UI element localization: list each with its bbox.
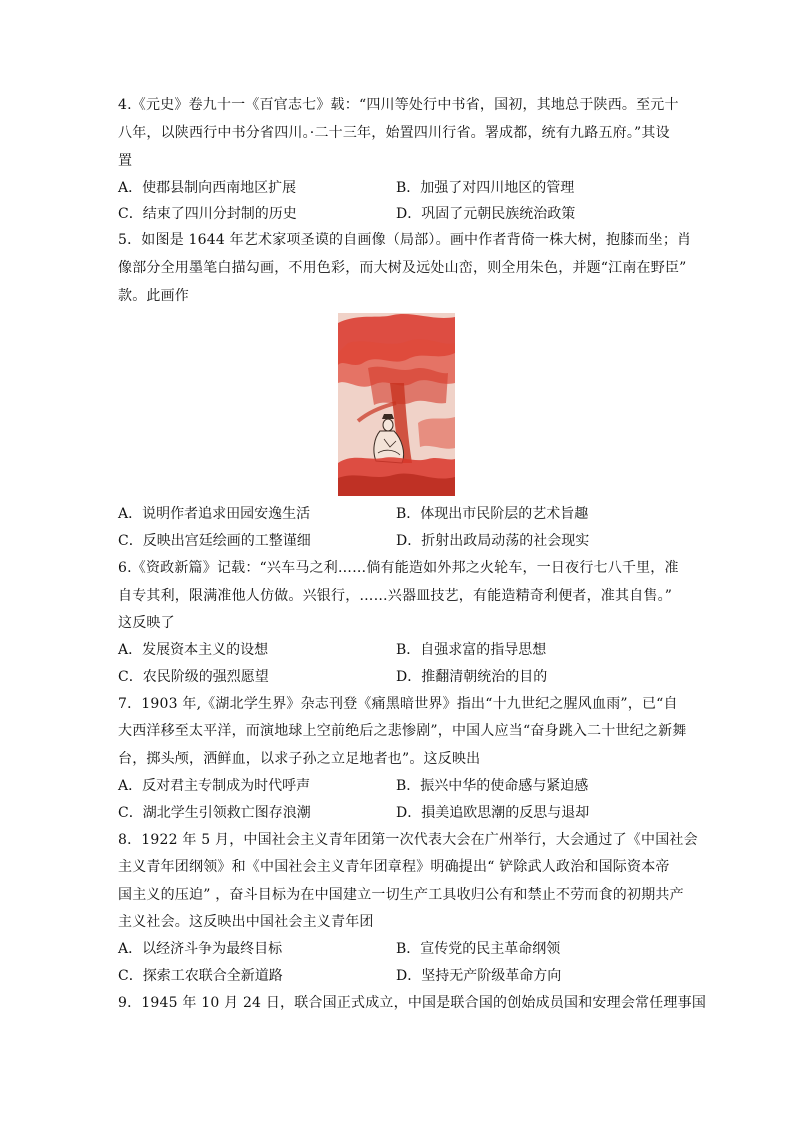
q8-option-c[interactable]: C．探索工农联合全新道路 (118, 968, 283, 984)
q7-stem-line-2: 大西洋移至太平洋，而演地球上空前绝后之悲惨剧”，中国人应当“奋身跳入二十世纪之新舞 (118, 723, 687, 739)
q5-option-b[interactable]: B．体现出市民阶层的艺术旨趣 (396, 506, 589, 522)
q4-option-b[interactable]: B．加强了对四川地区的管理 (396, 180, 575, 196)
q8-stem-line-3: 国主义的压迫” ，奋斗目标为在中国建立一切生产工具收归公有和禁止不劳而食的初期共产 (118, 887, 684, 903)
q6-stem-line-1: 6.《资政新篇》记载：“兴车马之利……倘有能造如外邦之火轮车，一日夜行七八千里，准 (118, 560, 679, 576)
q8-option-a[interactable]: A．以经济斗争为最终目标 (118, 941, 283, 957)
q7-option-a[interactable]: A．反对君主专制成为时代呼声 (118, 778, 311, 794)
q5-stem-line-1: 5．如图是 1644 年艺术家项圣谟的自画像（局部）。画中作者背倚一株大树，抱膝而坐；肖 (118, 232, 692, 248)
q7-option-c[interactable]: C．湖北学生引领救亡图存浪潮 (118, 805, 311, 821)
q5-option-c[interactable]: C．反映出宫廷绘画的工整谨细 (118, 533, 311, 549)
q8-option-b[interactable]: B．宣传党的民主革命纲领 (396, 941, 561, 957)
q7-stem-line-1: 7．1903 年,《湖北学生界》杂志刊登《痛黑暗世界》指出“十九世纪之腥风血雨”，已“自 (118, 696, 678, 712)
q8-stem-line-2: 主义青年团纲领》和《中国社会主义青年团章程》明确提出“ 铲除武人政治和国际资本帝 (118, 859, 670, 875)
q8-stem-line-4: 主义社会。这反映出中国社会主义青年团 (118, 914, 374, 930)
q4-stem-line-3: 置 (118, 153, 133, 169)
q4-stem-line-1: 4.《元史》卷九十一《百官志七》载：“四川等处行中书省，国初，其地总于陕西。至元十 (118, 97, 679, 113)
q5-option-a[interactable]: A．说明作者追求田园安逸生活 (118, 506, 311, 522)
q7-option-b[interactable]: B．振兴中华的使命感与紧迫感 (396, 778, 589, 794)
q4-option-d[interactable]: D．巩固了元朝民族统治政策 (396, 206, 576, 222)
q4-stem-line-2: 八年，以陕西行中书分省四川。·二十三年，始置四川行省。署成都，统有九路五府。”其设 (118, 125, 670, 141)
q9-stem-line-1: 9．1945 年 10 月 24 日，联合国正式成立，中国是联合国的创始成员国和安理会常任理事国 (118, 995, 707, 1011)
q8-stem-line-1: 8．1922 年 5 月，中国社会主义青年团第一次代表大会在广州举行，大会通过了《中国社会 (118, 832, 698, 848)
q6-option-b[interactable]: B．自强求富的指导思想 (396, 642, 547, 658)
q4-option-c[interactable]: C．结束了四川分封制的历史 (118, 206, 297, 222)
q7-stem-line-3: 台，掷头颅，洒鲜血，以求子孙之立足地者也”。这反映出 (118, 751, 481, 767)
q6-option-a[interactable]: A．发展资本主义的设想 (118, 642, 269, 658)
q4-option-a[interactable]: A．使郡县制向西南地区扩展 (118, 180, 297, 196)
q5-stem-line-2: 像部分全用墨笔白描勾画，不用色彩，而大树及远处山峦，则全用朱色，并题“江南在野臣” (118, 260, 687, 276)
q5-stem-line-3: 款。此画作 (118, 288, 189, 304)
q6-stem-line-3: 这反映了 (118, 615, 175, 631)
self-portrait-painting (338, 313, 455, 496)
q5-option-d[interactable]: D．折射出政局动荡的社会现实 (396, 533, 590, 549)
q8-option-d[interactable]: D．坚持无产阶级革命方向 (396, 968, 562, 984)
q6-option-d[interactable]: D．推翻清朝统治的目的 (396, 669, 548, 685)
q7-option-d[interactable]: D．損美追欧思潮的反思与退却 (396, 805, 590, 821)
q6-option-c[interactable]: C．农民阶级的强烈愿望 (118, 669, 269, 685)
q6-stem-line-2: 自专其利，限满准他人仿做。兴银行，……兴器皿技艺，有能造精奇利便者，准其自售。” (118, 588, 673, 604)
